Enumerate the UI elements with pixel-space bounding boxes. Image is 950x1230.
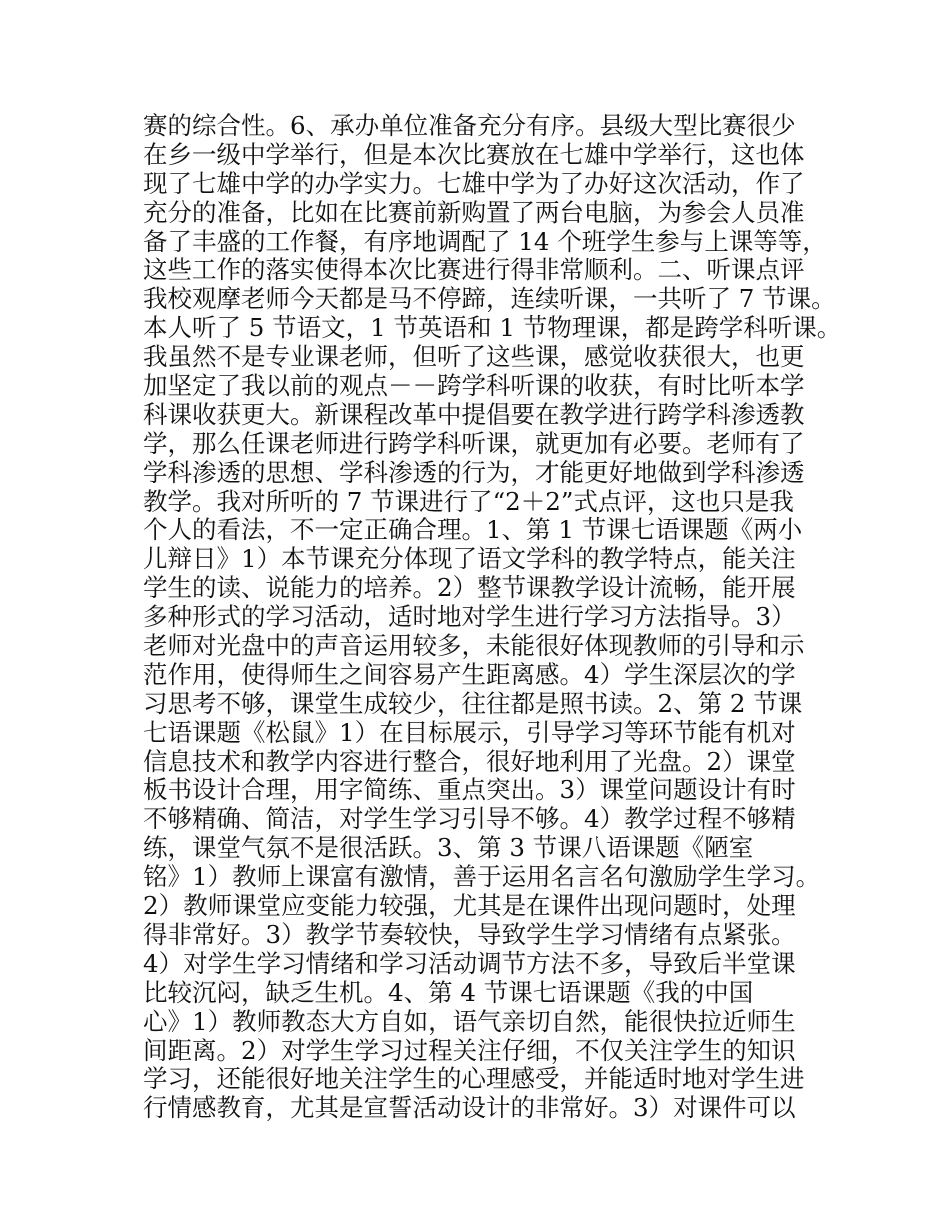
text-line: 加坚定了我以前的观点－－跨学科听课的收获，有时比听本学 xyxy=(143,371,805,401)
text-line: 老师对光盘中的声音运用较多，未能很好体现教师的引导和示 xyxy=(143,631,805,661)
text-line: 板书设计合理，用字简练、重点突出。3）课堂问题设计有时 xyxy=(143,775,796,805)
text-line: 心》1）教师教态大方自如，语气亲切自然，能很快拉近师生 xyxy=(143,1006,796,1036)
text-line: 我虽然不是专业课老师，但听了这些课，感觉收获很大，也更 xyxy=(143,342,805,372)
body-text xyxy=(143,111,842,1123)
text-line: 4）对学生学习情绪和学习活动调节方法不多，导致后半堂课 xyxy=(143,948,796,978)
text-line: 2）教师课堂应变能力较强，尤其是在课件出现问题时，处理 xyxy=(143,891,796,921)
text-line: 充分的准备，比如在比赛前新购置了两台电脑，为参会人员准 xyxy=(143,197,805,227)
text-line: 多种形式的学习活动，适时地对学生进行学习方法指导。3） xyxy=(143,602,796,632)
text-line: 科课收获更大。新课程改革中提倡要在教学进行跨学科渗透教 xyxy=(143,399,805,429)
text-line: 学科渗透的思想、学科渗透的行为，才能更好地做到学科渗透 xyxy=(143,457,805,487)
text-line: 现了七雄中学的办学实力。七雄中学为了办好这次活动，作了 xyxy=(143,168,805,198)
text-line: 学，那么任课老师进行跨学科听课，就更加有必要。老师有了 xyxy=(143,428,805,458)
text-line: 信息技术和教学内容进行整合，很好地利用了光盘。2）课堂 xyxy=(143,746,796,776)
text-line: 我校观摩老师今天都是马不停蹄，连续听课，一共听了 7 节课。 xyxy=(143,284,836,314)
text-line: 儿辩日》1）本节课充分体现了语文学科的教学特点，能关注 xyxy=(143,544,796,574)
text-line: 备了丰盛的工作餐，有序地调配了 14 个班学生参与上课等等， xyxy=(143,226,827,256)
text-line: 本人听了 5 节语文，1 节英语和 1 节物理课，都是跨学科听课。 xyxy=(143,313,842,343)
text-line: 赛的综合性。6、承办单位准备充分有序。县级大型比赛很少 xyxy=(143,111,796,140)
text-line: 习思考不够，课堂生成较少，往往都是照书读。2、第 2 节课 xyxy=(143,688,803,718)
text-line: 得非常好。3）教学节奏较快，导致学生学习情绪有点紧张。 xyxy=(143,919,796,949)
text-line: 铭》1）教师上课富有激情，善于运用名言名句激励学生学习。 xyxy=(143,862,821,892)
text-line: 间距离。2）对学生学习过程关注仔细，不仅关注学生的知识 xyxy=(143,1035,796,1065)
text-line: 教学。我对所听的 7 节课进行了“2＋2”式点评，这也只是我 xyxy=(143,486,794,516)
text-line: 范作用，使得师生之间容易产生距离感。4）学生深层次的学 xyxy=(143,659,796,689)
text-line: 学生的读、说能力的培养。2）整节课教学设计流畅，能开展 xyxy=(143,573,796,603)
text-line: 在乡一级中学举行，但是本次比赛放在七雄中学举行，这也体 xyxy=(143,139,805,169)
text-line: 这些工作的落实使得本次比赛进行得非常顺利。二、听课点评 xyxy=(143,255,805,285)
text-line: 练，课堂气氛不是很活跃。3、第 3 节课八语课题《陋室 xyxy=(143,833,754,863)
text-line: 七语课题《松鼠》1）在目标展示，引导学习等环节能有机对 xyxy=(143,717,796,747)
text-line: 行情感教育，尤其是宣誓活动设计的非常好。3）对课件可以 xyxy=(143,1093,796,1123)
text-line: 个人的看法，不一定正确合理。1、第 1 节课七语课题《两小 xyxy=(143,515,803,545)
text-line: 学习，还能很好地关注学生的心理感受，并能适时地对学生进 xyxy=(143,1064,805,1094)
text-line: 不够精确、简洁，对学生学习引导不够。4）教学过程不够精 xyxy=(143,804,796,834)
text-line: 比较沉闷，缺乏生机。4、第 4 节课七语课题《我的中国 xyxy=(143,977,754,1007)
